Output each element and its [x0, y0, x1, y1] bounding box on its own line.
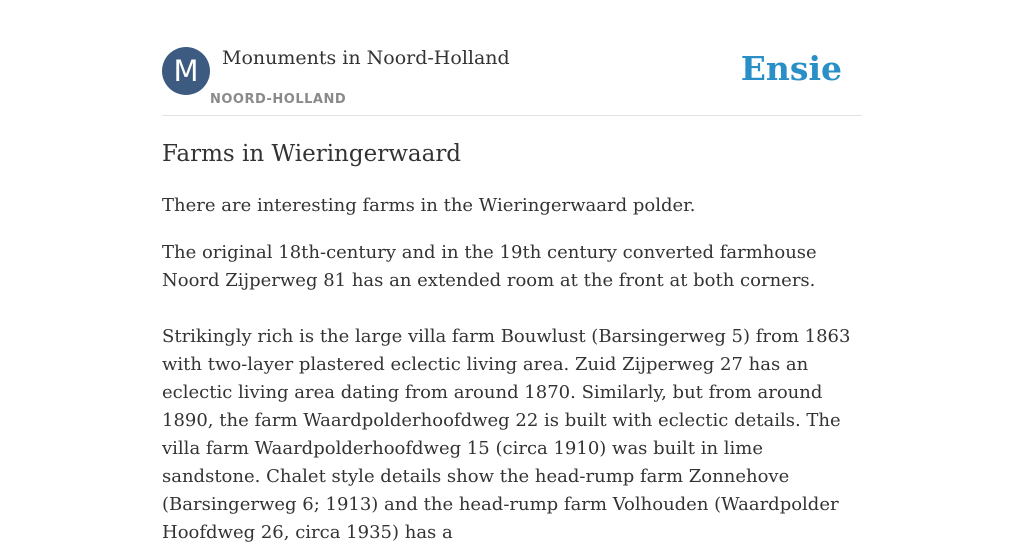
- article-body: [162, 192, 862, 547]
- site-title-link[interactable]: Monuments in Noord-Holland: [222, 47, 510, 69]
- article-intro: There are interesting farms in the Wieringerwaard polder.: [162, 195, 696, 216]
- article-paragraph-2: Strikingly rich is the large villa farm Bouwlust (Barsingerweg 5) from 1863 with two-layer plastered eclectic living area. Zuid Zijperweg 27 has an eclectic living area dating from around 1870. Similarly, but from around 1890, the farm Waardpolderhoofdweg 22 is built with eclectic details. The villa farm Waardpolderhoofdweg 15 (circa 1910) was built in lime sandstone. Chalet style details show the head-rump farm Zonnehove (Barsingerweg 6; 1913) and the head-rump farm Volhouden (Waardpolder Hoofdweg 26, circa 1935) has a: [162, 326, 851, 543]
- header: [162, 0, 862, 116]
- page: [162, 0, 862, 543]
- article-paragraph-1: The original 18th-century and in the 19th century converted farmhouse Noord Zijperweg 81 has an extended room at the front at both corners.: [162, 242, 817, 291]
- article-title: Farms in Wieringerwaard: [162, 141, 462, 167]
- paragraph-spacer: [162, 295, 862, 323]
- brand-logo[interactable]: Ensie: [740, 49, 842, 88]
- site-subtitle: NOORD-HOLLAND: [210, 92, 347, 107]
- avatar[interactable]: M: [162, 47, 210, 95]
